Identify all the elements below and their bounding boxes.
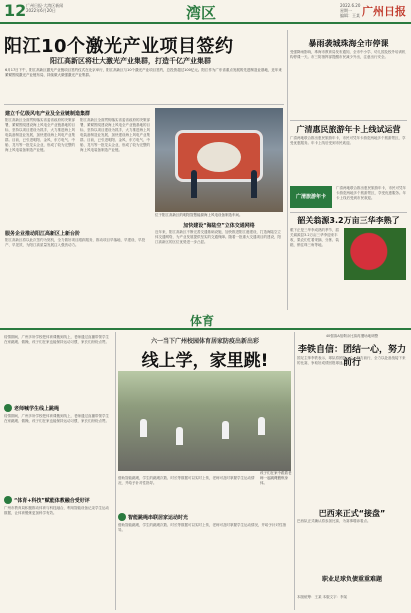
header-date: 2022.6.20 星期一 编辑：王某 (340, 3, 361, 18)
story-divider (290, 120, 407, 121)
right-story-3-head: 韶关翁源3.2万亩三华李熟了 (297, 216, 400, 225)
plum-photo (344, 228, 406, 280)
turbine-hub (197, 142, 241, 172)
right-story-2-text: 广清两地联合推出惠民旅游年卡，市民可凭年卡游览两地多个旅游景区，享受优惠服务。年卡上线后受到市民欢迎。 (290, 136, 406, 145)
sports-mid-head: 智能跳绳串联居家运动时光 (128, 515, 189, 521)
section-divider (4, 104, 284, 105)
child-figure (222, 421, 229, 439)
sports-headline: 线上学，家里跳! (141, 351, 269, 371)
sports-mid-lead: 借助智能跳绳，学生的跳绳次数、时长等数据可以实时上传，老师可及时掌握学生运动情况，并给予针对性指导。 (118, 476, 255, 485)
sports-right-kicker: 40强赛A组剩余比赛再遭场地调整 (325, 334, 379, 338)
sports-right-1-head: 李铁自信：团结一心，努力前行 (297, 345, 406, 368)
sports-left-1-text: 疫情期间，广州多所学校把体育课搬到线上，老师通过直播带领学生在家跳绳、做操，孩子们在家也能保持运动习惯，家长们纷纷点赞。 (4, 414, 109, 423)
right-story-3-text: 眼下正是三华李成熟的季节，韶关翁源县3.2万亩三华李迎来丰收，果农们忙着采摘、分拣、装箱，销往珠三角等地。 (290, 228, 339, 247)
worker-figure (251, 170, 257, 198)
sports-intro-text: 疫情期间，广州多所学校把体育课搬到线上，老师通过直播带领学生在家跳绳、做操，孩子们在家也能保持运动习惯，家长们纷纷点赞。 (4, 335, 109, 344)
right-story-2-head: 广清惠民旅游年卡上线试运营 (296, 125, 401, 134)
left-col-2-head: 服务企业推动阳江高新区上新台阶 (5, 231, 81, 237)
column-divider (294, 332, 295, 610)
left-col-1-text: 阳江高新区全面贯彻落实省委省政府的决策部署，紧紧围绕建设海上风电全产业链基地的目标，坚持以项目建设为抓手，大力推进海上风电装备制造业发展，加快建设海上风电产业集群。目前，已引进明阳、金风、东方电气、中船、龙马等一批龙头企业，形成了较为完整的海上风电装备制造产业链。 (5, 118, 75, 152)
right-story-1-text: 受强降雨影响，珠海市教育局发布通知，全市中小学、幼儿园及校外培训机构停课一天。市三防指挥部提醒市民减少外出，注意出行安全。 (290, 50, 406, 59)
tourism-card-badge: 广清旅游年卡 (290, 186, 332, 208)
sports-left-2-text: 广州市教育局积极推动体育与科技融合，利用智能设备记录学生运动数据，让体育锻炼更加科学有效。 (4, 506, 109, 515)
page-number: 12 (4, 1, 27, 20)
sports-right-3-head: 职业足球负债重重难题 (321, 576, 382, 583)
page-footnote: 本版统筹：王某 本版文字：李某 (297, 595, 348, 599)
child-figure (140, 419, 147, 437)
sports-right-1-text: 国足主帅李铁表示，球队将团结一心，努力前行，全力以赴备战接下来的比赛，争取好成绩回报球迷。 (297, 356, 406, 365)
left-col-2-text: 阳江高新区将以此次签约为契机，全力做好项目跟踪服务，推动项目早落地、早建设、早投产、早见效，为阳江高质量发展注入强劲动力。 (5, 238, 145, 247)
sports-right-2-text: 巴西队正式确认将参加比赛，为赛事增添看点。 (297, 519, 371, 523)
sports-mid-text: 借助智能跳绳，学生的跳绳次数、时长等数据可以实时上传，老师可及时掌握学生运动情况，并给予针对性指导。 (118, 523, 286, 532)
left-col-1-head: 建立千亿级风电产业及全业链制造集群 (5, 111, 91, 117)
edition-info: 广州日报·大湾区新闻 2022年6月20日 (26, 3, 64, 13)
child-figure (176, 427, 183, 445)
sports-subtitle: 六一当下广州校园体育居家防疫出新出彩 (150, 338, 259, 345)
top-subhead: 阳江高新区将壮大激光产业集群，打造千亿产业集群 (50, 57, 211, 65)
story-divider (290, 212, 407, 213)
sports-photo-caption: 孩子们在家中跟着老师一起跳绳锻炼身体。 (260, 471, 292, 485)
bullet-icon (4, 496, 12, 504)
right-story-1-head: 暴雨袭城珠海全市停课 (308, 39, 389, 48)
jump-rope-photo (118, 371, 291, 471)
child-figure (258, 417, 265, 435)
bullet-icon (118, 513, 126, 521)
photo-caption: 位于阳江高新区的明阳智慧能源海上风电设备制造车间。 (155, 213, 243, 217)
column-divider (287, 30, 288, 310)
sports-section-title: 体育 (190, 314, 215, 328)
section-title: 湾区 (186, 4, 217, 22)
sports-right-2-head: 巴西来正式“接盘” (318, 509, 386, 518)
worker-figure (191, 170, 197, 198)
sports-left-2-head: “体育+科技”赋能体教融合受好评 (14, 498, 90, 504)
mid-column-text: 近年来，阳江高新区不断完善交通基础设施，加快推进阳江港建设，打造海陆空立体交通网络，为产业发展提供坚实的交通保障。随着一批重大交通项目的建设，阳江高新区的区位优势进一步凸显。 (155, 230, 281, 244)
bullet-icon (4, 404, 12, 412)
right-story-2b-text: 广清两地联合推出惠民旅游年卡，市民可凭年卡游览两地多个旅游景区，享受优惠服务。年卡上线后受到市民欢迎。 (336, 186, 406, 200)
newspaper-logo: 广州日报 (362, 5, 406, 18)
column-divider (115, 332, 116, 610)
mid-column-head: 加快建设“海陆空”立体交通网络 (183, 223, 255, 229)
factory-photo (155, 108, 283, 212)
left-col-1b-text: 阳江高新区全面贯彻落实省委省政府的决策部署，紧紧围绕建设海上风电全产业链基地的目标，坚持以项目建设为抓手，大力推进海上风电装备制造业发展，加快建设海上风电产业集群。目前，已引进明阳、金风、东方电气、中船、龙马等一批龙头企业，形成了较为完整的海上风电装备制造产业链。 (80, 118, 150, 152)
top-lead: 6月17日下午，阳江高新区激光产业链项目签约仪式在北京举行，阳江高新区与10个激光产业项目签约，总投资超过100亿元。阳江作为广东省重点发展的先进制造业基地，近年来紧紧围绕激光产业链布局，持续做大做强激光产业集群。 (5, 68, 282, 77)
sports-left-1-head: 老师喊学生线上跳绳 (14, 406, 60, 412)
top-headline: 阳江10个激光产业项目签约 (4, 36, 234, 57)
